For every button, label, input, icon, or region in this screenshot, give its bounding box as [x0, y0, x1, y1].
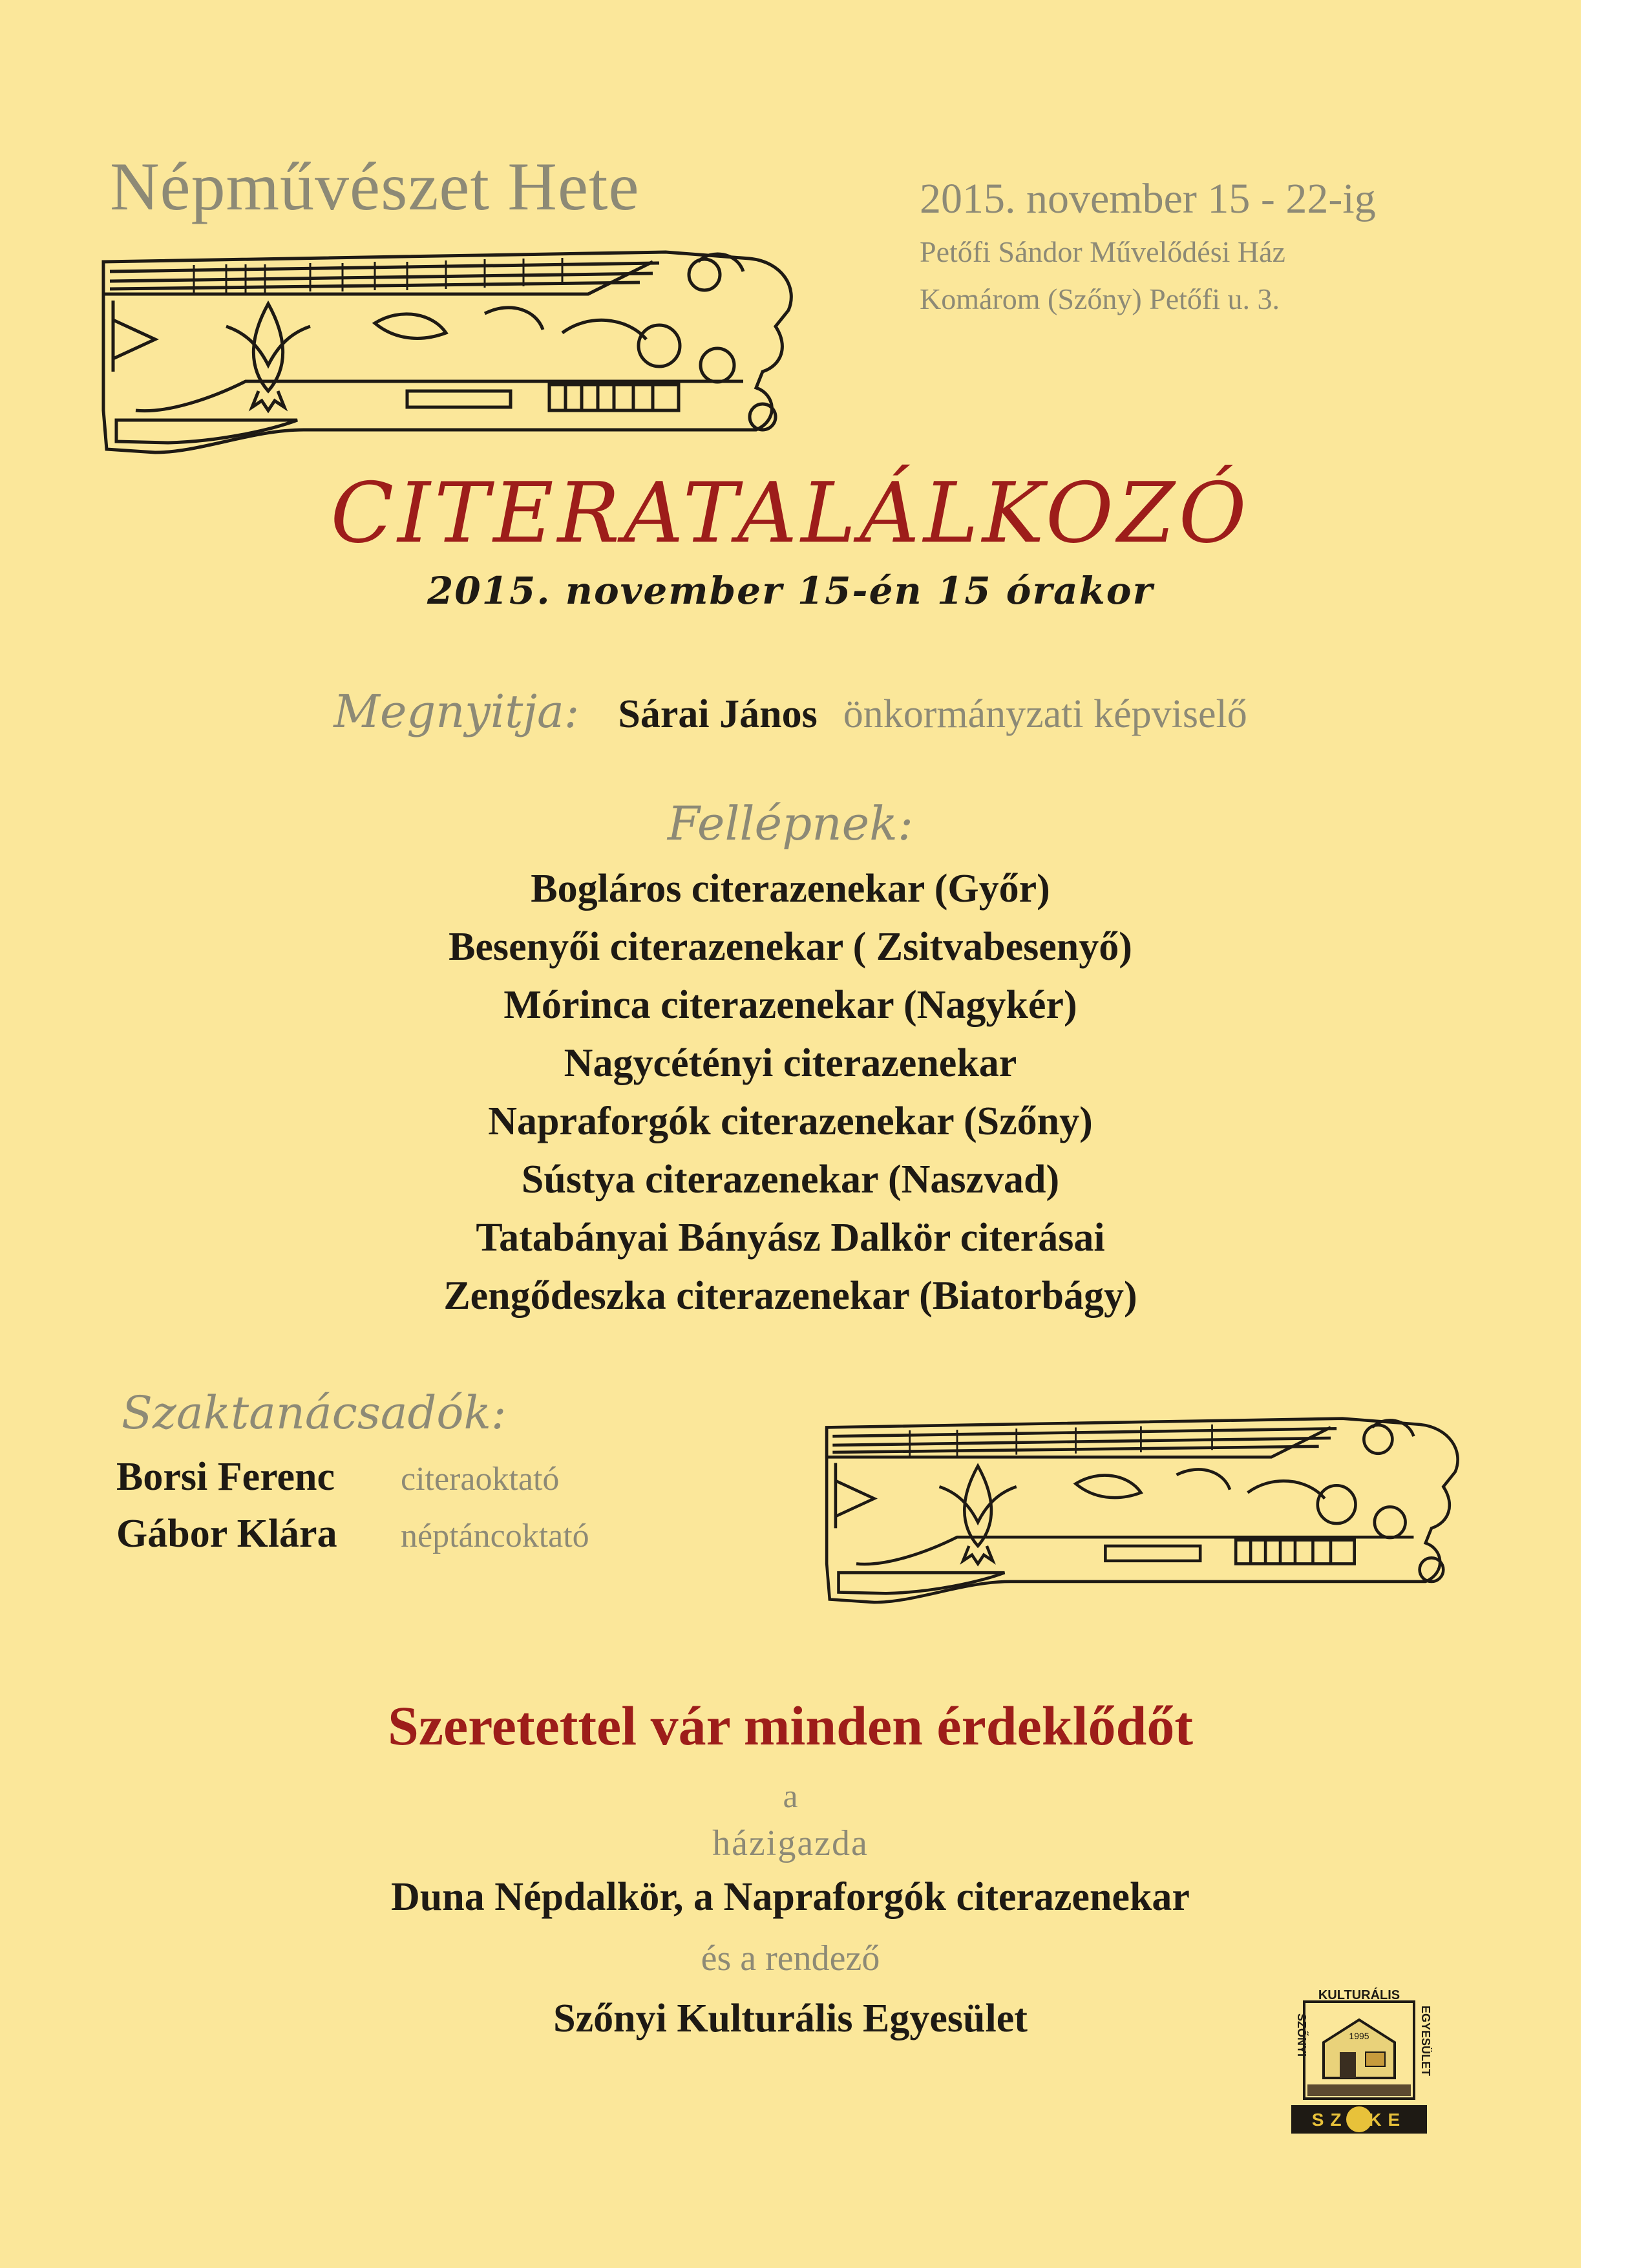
advisor-row [116, 1511, 589, 1557]
event-datetime: 2015. november 15-én 15 órakor [427, 569, 1154, 613]
closing-article: a [783, 1778, 798, 1815]
host-label: házigazda [712, 1823, 869, 1863]
organization-logo [1278, 1987, 1440, 2139]
opening-row [0, 685, 1581, 738]
svg-text:1995: 1995 [1349, 2031, 1369, 2041]
list-item: Nagycétényi citerazenekar [564, 1041, 1017, 1085]
advisor-name: Gábor Klára [116, 1512, 337, 1556]
performers-label: Fellépnek: [667, 796, 914, 851]
welcome-line: Szeretettel vár minden érdeklődőt [388, 1695, 1193, 1757]
opening-speaker-role: önkormányzati képviselő [843, 692, 1247, 736]
event-title: CITERATALÁLKOZÓ [330, 465, 1251, 562]
svg-text:SZÖKE: SZÖKE [1311, 2110, 1407, 2130]
venue-address: Komárom (Szőny) Petőfi u. 3. [920, 282, 1280, 315]
advisors-label: Szaktanácsadók: [121, 1386, 507, 1439]
organizer: Szőnyi Kulturális Egyesület [553, 1997, 1028, 2040]
advisor-row [116, 1454, 559, 1500]
advisor-name: Borsi Ferenc [116, 1455, 335, 1499]
advisor-role: néptáncoktató [401, 1518, 589, 1554]
list-item: Besenyői citerazenekar ( Zsitvabesenyő) [449, 925, 1132, 969]
zither-illustration-bottom [821, 1403, 1467, 1609]
festival-title: Népművészet Hete [110, 149, 640, 224]
advisor-role: citeraoktató [401, 1461, 560, 1498]
svg-text:SZŐNYI: SZŐNYI [1295, 2013, 1308, 2057]
performer-list [0, 860, 1581, 1325]
list-item: Napraforgók citerazenekar (Szőny) [488, 1099, 1093, 1143]
opening-speaker-name: Sárai János [618, 692, 818, 736]
list-item: Mórinca citerazenekar (Nagykér) [503, 983, 1077, 1027]
list-item: Bogláros citerazenekar (Győr) [531, 867, 1050, 911]
list-item: Tatabányai Bányász Dalkör citerásai [476, 1216, 1105, 1260]
list-item: Sústya citerazenekar (Naszvad) [521, 1158, 1060, 1202]
organizer-label: és a rendező [701, 1938, 880, 1978]
svg-text:KULTURÁLIS: KULTURÁLIS [1318, 1988, 1400, 2002]
list-item: Zengődeszka citerazenekar (Biatorbágy) [443, 1274, 1137, 1318]
venue-name: Petőfi Sándor Művelődési Ház [920, 235, 1285, 268]
svg-text:EGYESÜLET: EGYESÜLET [1419, 2006, 1432, 2077]
opening-label: Megnyitja: [333, 685, 580, 738]
zither-illustration-top [97, 236, 801, 459]
hosts: Duna Népdalkör, a Napraforgók citerazenekar [391, 1875, 1190, 1919]
festival-dates: 2015. november 15 - 22-ig [920, 175, 1376, 222]
